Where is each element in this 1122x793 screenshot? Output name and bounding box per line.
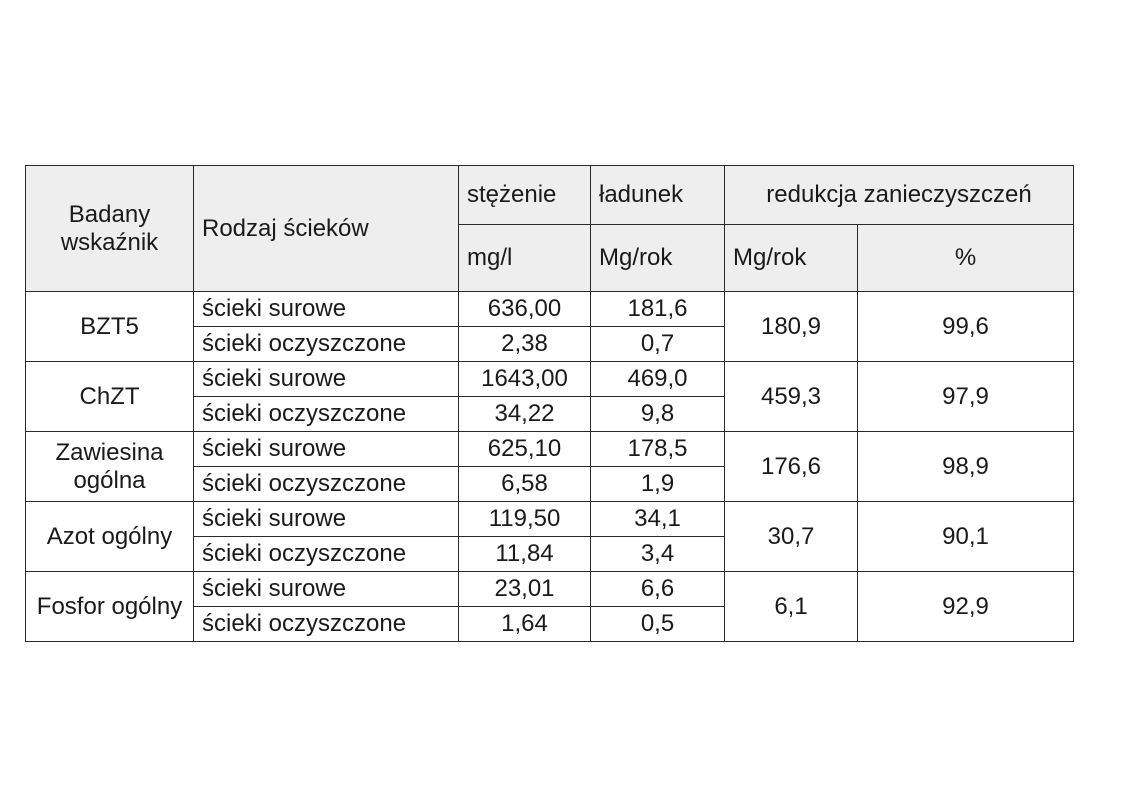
table-row [26,572,1074,607]
wastewater-type-cell: ścieki oczyszczone [194,397,459,432]
table-row [26,432,1074,467]
concentration-cell: 2,38 [459,327,591,362]
load-cell: 9,8 [591,397,725,432]
header-unit-reduction-percent: % [858,225,1074,292]
table-row [26,502,1074,537]
table-row [26,362,1074,397]
concentration-cell: 34,22 [459,397,591,432]
load-cell: 0,5 [591,607,725,642]
reduction-load-cell: 459,3 [725,362,858,432]
header-concentration: stężenie [459,166,591,225]
wastewater-type-cell: ścieki oczyszczone [194,327,459,362]
concentration-cell: 23,01 [459,572,591,607]
load-cell: 1,9 [591,467,725,502]
wastewater-type-cell: ścieki surowe [194,572,459,607]
load-cell: 6,6 [591,572,725,607]
indicator-cell: Azot ogólny [26,502,194,572]
wastewater-type-cell: ścieki surowe [194,502,459,537]
reduction-load-cell: 30,7 [725,502,858,572]
header-unit-reduction-load: Mg/rok [725,225,858,292]
header-unit-load: Mg/rok [591,225,725,292]
header-reduction: redukcja zanieczyszczeń [725,166,1074,225]
reduction-percent-cell: 99,6 [858,292,1074,362]
indicator-cell: ChZT [26,362,194,432]
reduction-percent-cell: 92,9 [858,572,1074,642]
load-cell: 0,7 [591,327,725,362]
reduction-percent-cell: 97,9 [858,362,1074,432]
concentration-cell: 1643,00 [459,362,591,397]
header-unit-concentration: mg/l [459,225,591,292]
indicator-cell: Fosfor ogólny [26,572,194,642]
concentration-cell: 1,64 [459,607,591,642]
wastewater-type-cell: ścieki surowe [194,362,459,397]
concentration-cell: 625,10 [459,432,591,467]
wastewater-type-cell: ścieki surowe [194,432,459,467]
load-cell: 34,1 [591,502,725,537]
table-row [26,292,1074,327]
load-cell: 178,5 [591,432,725,467]
wastewater-type-cell: ścieki surowe [194,292,459,327]
header-load: ładunek [591,166,725,225]
reduction-percent-cell: 90,1 [858,502,1074,572]
header-wastewater-type: Rodzaj ścieków [194,166,459,292]
reduction-load-cell: 6,1 [725,572,858,642]
pollution-reduction-table [25,165,1074,642]
indicator-cell: Zawiesina ogólna [26,432,194,502]
concentration-cell: 11,84 [459,537,591,572]
concentration-cell: 636,00 [459,292,591,327]
wastewater-type-cell: ścieki oczyszczone [194,537,459,572]
header-indicator: Badany wskaźnik [26,166,194,292]
concentration-cell: 119,50 [459,502,591,537]
reduction-load-cell: 180,9 [725,292,858,362]
wastewater-type-cell: ścieki oczyszczone [194,467,459,502]
load-cell: 3,4 [591,537,725,572]
concentration-cell: 6,58 [459,467,591,502]
wastewater-type-cell: ścieki oczyszczone [194,607,459,642]
load-cell: 181,6 [591,292,725,327]
indicator-cell: BZT5 [26,292,194,362]
load-cell: 469,0 [591,362,725,397]
reduction-load-cell: 176,6 [725,432,858,502]
reduction-percent-cell: 98,9 [858,432,1074,502]
